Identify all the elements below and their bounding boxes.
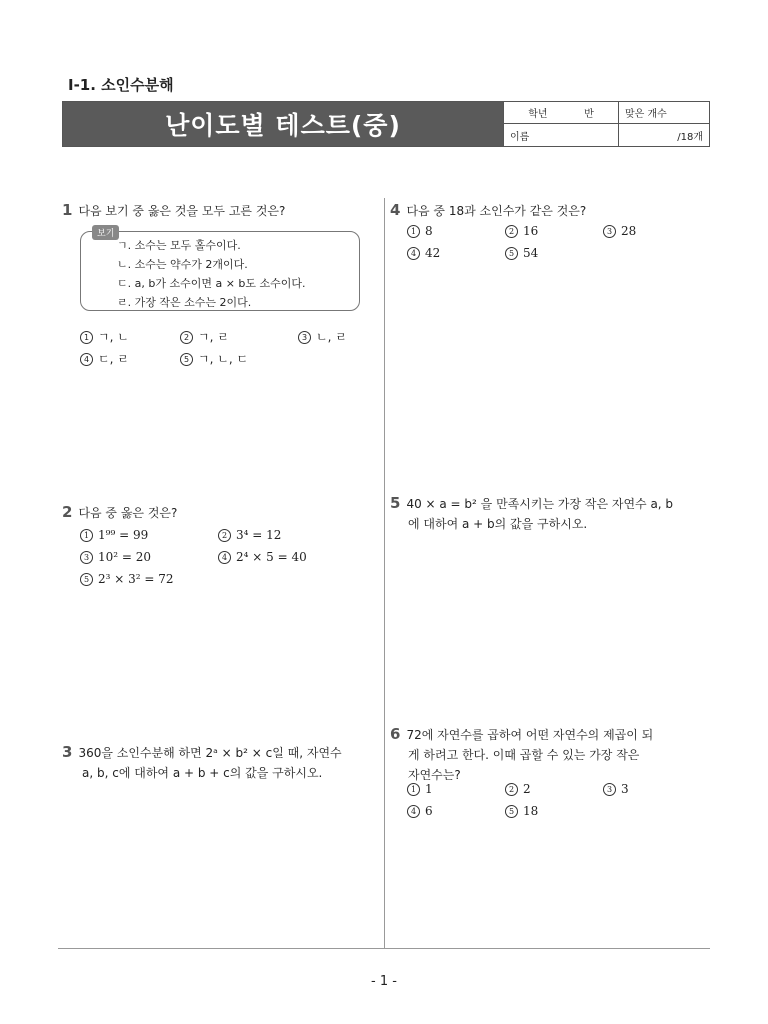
choice-2[interactable]: 2 16: [505, 220, 603, 242]
choice-mark: 5: [180, 353, 193, 366]
choice-3[interactable]: 3 3: [603, 778, 683, 800]
choice-mark: 5: [505, 247, 518, 260]
choice-mark: 4: [407, 805, 420, 818]
choice-mark: 3: [80, 551, 93, 564]
question-text-line: a, b, c에 대하여 a + b + c의 값을 구하시오.: [82, 766, 323, 780]
choice-mark: 4: [407, 247, 420, 260]
test-title: 난이도별 테스트(중): [63, 102, 503, 146]
choice-mark: 3: [603, 225, 616, 238]
choice-1[interactable]: 1 8: [407, 220, 505, 242]
example-box: [80, 231, 360, 311]
question-number: 1: [62, 201, 73, 219]
question-text-line: 자연수는?: [408, 768, 461, 782]
choices: [407, 220, 683, 264]
question-text-line: 에 대하여 a + b의 값을 구하시오.: [408, 517, 588, 531]
example-item: ㄹ. 가장 작은 소수는 2이다.: [117, 296, 252, 309]
question-number: 4: [390, 201, 401, 219]
choice-mark: 4: [80, 353, 93, 366]
footer-divider: [58, 948, 710, 949]
example-item: ㄷ. a, b가 소수이면 a × b도 소수이다.: [117, 277, 306, 290]
choice-1[interactable]: 1 ㄱ, ㄴ: [80, 326, 180, 348]
choice-2[interactable]: 2 ㄱ, ㄹ: [180, 326, 298, 348]
section-title: I-1. 소인수분해: [68, 76, 174, 94]
question-3: [62, 742, 378, 783]
question-text: 다음 중 옳은 것은?: [78, 506, 178, 520]
choice-3[interactable]: 3 ㄴ, ㄹ: [298, 326, 378, 348]
example-box-tag: 보기: [92, 225, 119, 240]
question-text: 다음 보기 중 옳은 것을 모두 고른 것은?: [78, 204, 286, 218]
choice-4[interactable]: 4 42: [407, 242, 505, 264]
choices: [80, 326, 378, 370]
choice-4[interactable]: 4 2⁴ × 5 = 40: [218, 546, 358, 568]
choice-2[interactable]: 2 2: [505, 778, 603, 800]
question-number: 5: [390, 494, 401, 512]
choice-4[interactable]: 4 ㄷ, ㄹ: [80, 348, 180, 370]
choice-mark: 2: [218, 529, 231, 542]
page-number: - 1 -: [371, 974, 397, 989]
choice-mark: 3: [603, 783, 616, 796]
class-label: 반: [584, 109, 594, 120]
example-item: ㄴ. 소수는 약수가 2개이다.: [117, 258, 248, 271]
choice-1[interactable]: 1 1⁹⁹ = 99: [80, 524, 218, 546]
choice-mark: 5: [505, 805, 518, 818]
question-1: [62, 200, 372, 221]
choice-mark: 1: [80, 331, 93, 344]
score-total[interactable]: /18개: [618, 124, 709, 146]
question-5: [390, 493, 708, 534]
question-text-line: 360을 소인수분해 하면 2ᵃ × b² × c일 때, 자연수: [78, 746, 342, 760]
choice-5[interactable]: 5 18: [505, 800, 603, 822]
choice-1[interactable]: 1 1: [407, 778, 505, 800]
question-6: [390, 724, 708, 785]
question-text: 다음 중 18과 소인수가 같은 것은?: [406, 204, 587, 218]
choice-mark: 1: [407, 783, 420, 796]
choice-3[interactable]: 3 10² = 20: [80, 546, 218, 568]
choice-5[interactable]: 5 ㄱ, ㄴ, ㄷ: [180, 348, 298, 370]
choice-mark: 2: [505, 783, 518, 796]
question-number: 3: [62, 743, 73, 761]
question-4: [390, 200, 708, 221]
grade-class-field[interactable]: [503, 102, 618, 124]
info-grid: [503, 102, 709, 146]
choice-5[interactable]: 5 2³ × 3² = 72: [80, 568, 218, 590]
choice-mark: 4: [218, 551, 231, 564]
question-text-line: 72에 자연수를 곱하여 어떤 자연수의 제곱이 되: [406, 728, 654, 742]
column-divider: [384, 198, 385, 948]
question-text-line: 게 하려고 한다. 이때 곱할 수 있는 가장 작은: [408, 748, 640, 762]
test-header: [62, 101, 710, 147]
choice-mark: 1: [80, 529, 93, 542]
correct-count-label: 맞은 개수: [618, 102, 709, 124]
question-2: [62, 502, 372, 523]
choice-4[interactable]: 4 6: [407, 800, 505, 822]
choices: [80, 524, 358, 590]
choice-mark: 3: [298, 331, 311, 344]
example-item: ㄱ. 소수는 모두 홀수이다.: [117, 239, 241, 252]
choices: [407, 778, 683, 822]
name-field[interactable]: 이름: [503, 124, 618, 146]
choice-mark: 1: [407, 225, 420, 238]
choice-mark: 2: [180, 331, 193, 344]
choice-mark: 2: [505, 225, 518, 238]
choice-2[interactable]: 2 3⁴ = 12: [218, 524, 358, 546]
question-text-line: 40 × a = b² 을 만족시키는 가장 작은 자연수 a, b: [406, 497, 674, 511]
question-number: 6: [390, 725, 401, 743]
choice-3[interactable]: 3 28: [603, 220, 683, 242]
grade-label: 학년: [528, 109, 548, 120]
question-number: 2: [62, 503, 73, 521]
choice-5[interactable]: 5 54: [505, 242, 603, 264]
choice-mark: 5: [80, 573, 93, 586]
